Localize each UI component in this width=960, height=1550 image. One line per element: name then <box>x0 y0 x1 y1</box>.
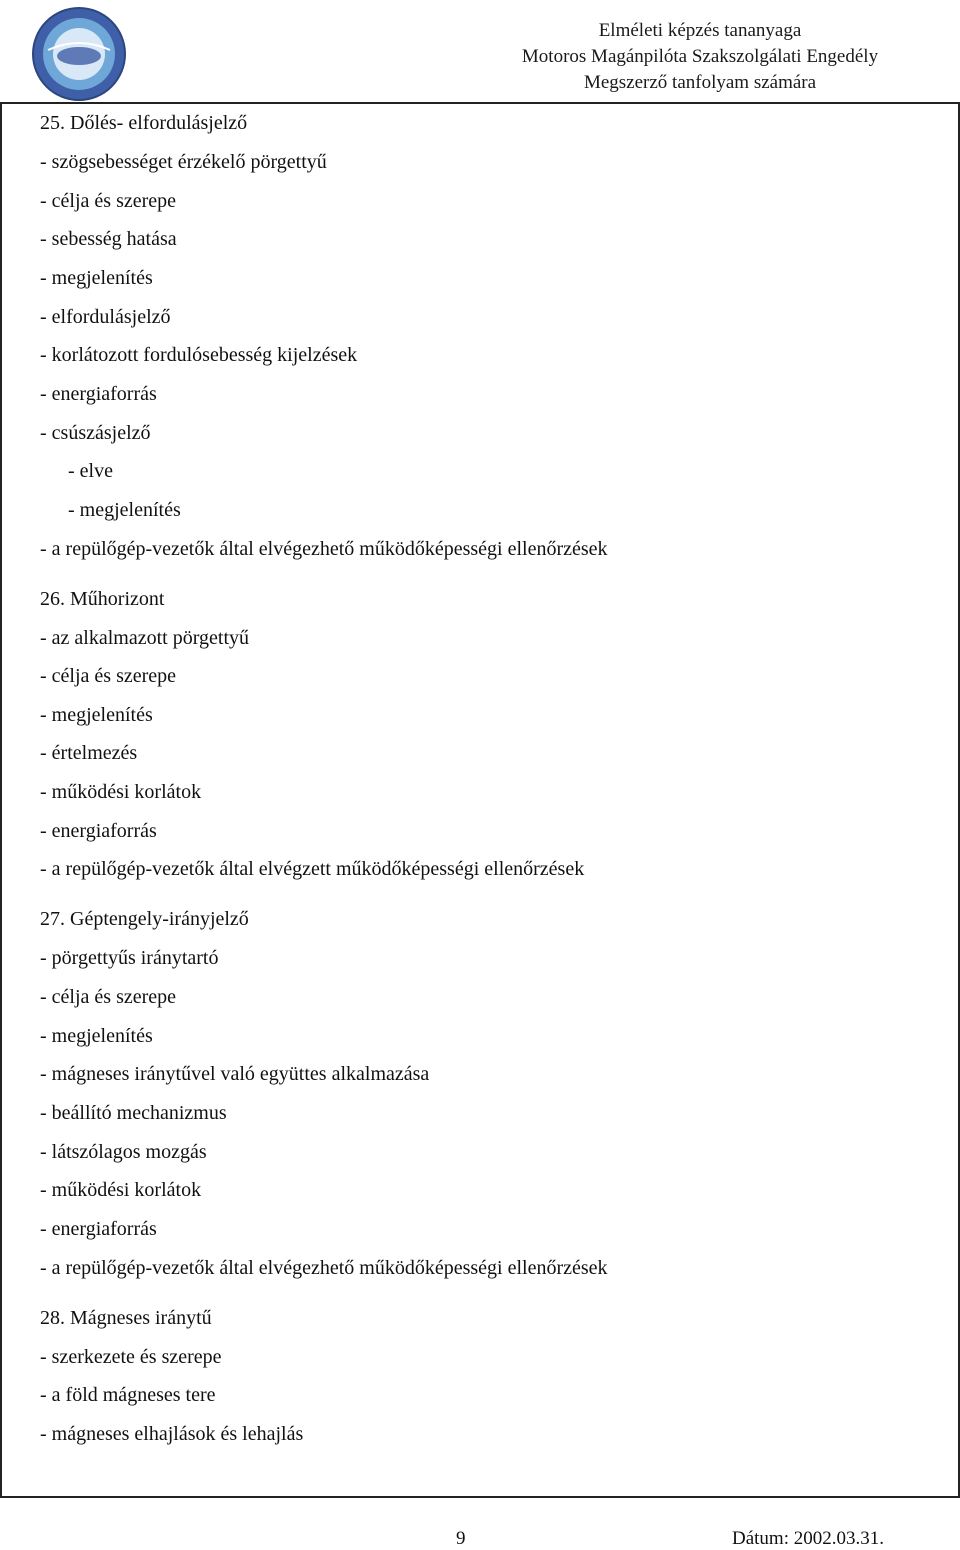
section-heading-25: 25. Dőlés- elfordulásjelző <box>40 112 248 134</box>
list-item: - beállító mechanizmus <box>40 1102 227 1124</box>
list-item: - a föld mágneses tere <box>40 1384 216 1406</box>
page-number: 9 <box>456 1528 466 1549</box>
list-item: - sebesség hatása <box>40 228 177 250</box>
document-header <box>440 18 960 96</box>
list-item: - szerkezete és szerepe <box>40 1346 222 1368</box>
section-heading-26: 26. Műhorizont <box>40 588 165 610</box>
list-item: - elfordulásjelző <box>40 306 171 328</box>
list-item: - megjelenítés <box>40 704 153 726</box>
list-item: - mágneses elhajlások és lehajlás <box>40 1423 304 1445</box>
header-audience: Megszerző tanfolyam számára <box>583 72 817 93</box>
list-item: - értelmezés <box>40 742 138 764</box>
organization-seal-logo <box>28 6 130 102</box>
list-item: - energiaforrás <box>40 1218 157 1240</box>
list-item: - mágneses iránytűvel való együttes alkalmazása <box>40 1063 430 1085</box>
list-item: - csúszásjelző <box>40 422 151 444</box>
list-item: - működési korlátok <box>40 1179 202 1201</box>
list-item: - megjelenítés <box>40 267 153 289</box>
list-item: - célja és szerepe <box>40 986 177 1008</box>
list-item: - megjelenítés <box>40 1025 153 1047</box>
list-item: - célja és szerepe <box>40 665 177 687</box>
list-item: - korlátozott fordulósebesség kijelzések <box>40 344 358 366</box>
list-item: - működési korlátok <box>40 781 202 803</box>
list-item: - az alkalmazott pörgettyű <box>40 627 249 649</box>
sub-list-item: - megjelenítés <box>68 499 181 521</box>
list-item: - pörgettyűs iránytartó <box>40 947 219 969</box>
list-item: - szögsebességet érzékelő pörgettyű <box>40 151 327 173</box>
list-item: - a repülőgép-vezetők által elvégzett működőképességi ellenőrzések <box>40 858 585 880</box>
list-item: - célja és szerepe <box>40 190 177 212</box>
list-item: - látszólagos mozgás <box>40 1141 207 1163</box>
header-subtitle: Motoros Magánpilóta Szakszolgálati Engedély <box>521 46 879 67</box>
list-item: - a repülőgép-vezetők által elvégezhető működőképességi ellenőrzések <box>40 538 608 560</box>
list-item: - a repülőgép-vezetők által elvégezhető működőképességi ellenőrzések <box>40 1257 608 1279</box>
section-heading-27: 27. Géptengely-irányjelző <box>40 908 249 930</box>
sub-list-item: - elve <box>68 460 113 482</box>
list-item: - energiaforrás <box>40 383 157 405</box>
list-item: - energiaforrás <box>40 820 157 842</box>
section-heading-28: 28. Mágneses iránytű <box>40 1307 212 1329</box>
document-date: Dátum: 2002.03.31. <box>732 1528 884 1549</box>
header-title: Elméleti képzés tananyaga <box>598 20 802 41</box>
